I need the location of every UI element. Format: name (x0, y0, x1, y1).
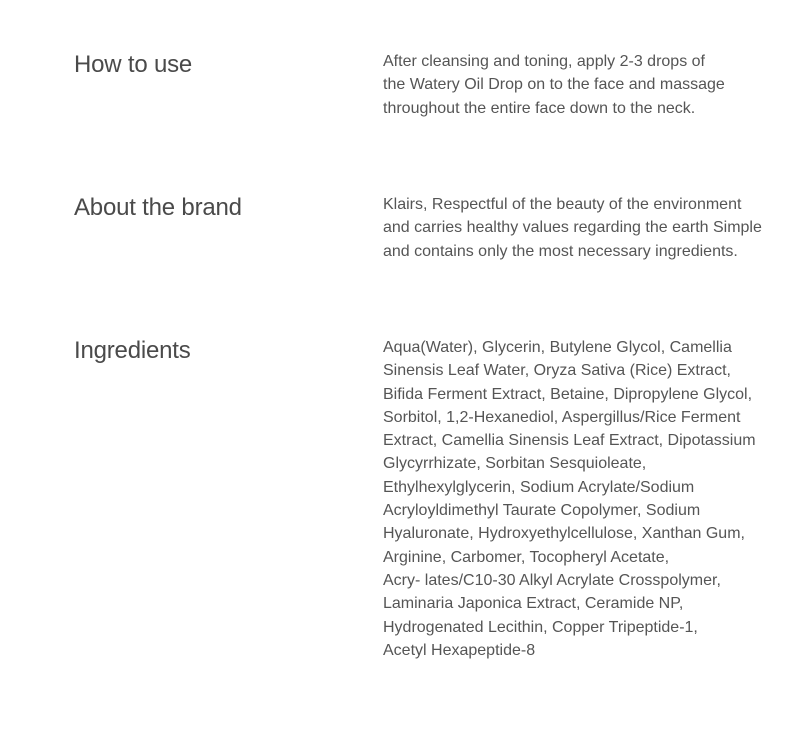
about-brand-text: Klairs, Respectful of the beauty of the environment and carries healthy values regarding the earth Simple and contains only the most necessary ingredients. (383, 196, 762, 260)
ingredients-text: Aqua(Water), Glycerin, Butylene Glycol, Camellia Sinensis Leaf Water, Oryza Sativa (Rice) Extract, Bifida Ferment Extract, Betaine, Dipropylene Glycol, Sorbitol, 1,2-Hexanediol, Aspergillus/Rice Ferment Extract, Camellia Sinensis Leaf Extract, Dipotassium Glycyrrhizate, Sorbitan Sesquioleate, Ethylhexylglycerin, Sodium Acrylate/Sodium Acryloyldimethyl Taurate Copolymer, Sodium Hyaluronate, Hydroxyethylcellulose, Xanthan Gum, Arginine, Carbomer, Tocopheryl Acetate, Acry- lates/C10-30 Alkyl Acrylate Crosspolymer, Laminaria Japonica Extract, Ceramide NP, Hydrogenated Lecithin, Copper Tripeptide-1, Acetyl Hexapeptide-8 (383, 339, 756, 659)
how-to-use-text: After cleansing and toning, apply 2-3 drops of the Watery Oil Drop on to the face and massage throughout the entire face down to the neck. (383, 53, 725, 117)
about-brand-heading: About the brand (74, 194, 242, 221)
how-to-use-heading: How to use (74, 51, 193, 78)
ingredients-heading: Ingredients (74, 337, 191, 364)
